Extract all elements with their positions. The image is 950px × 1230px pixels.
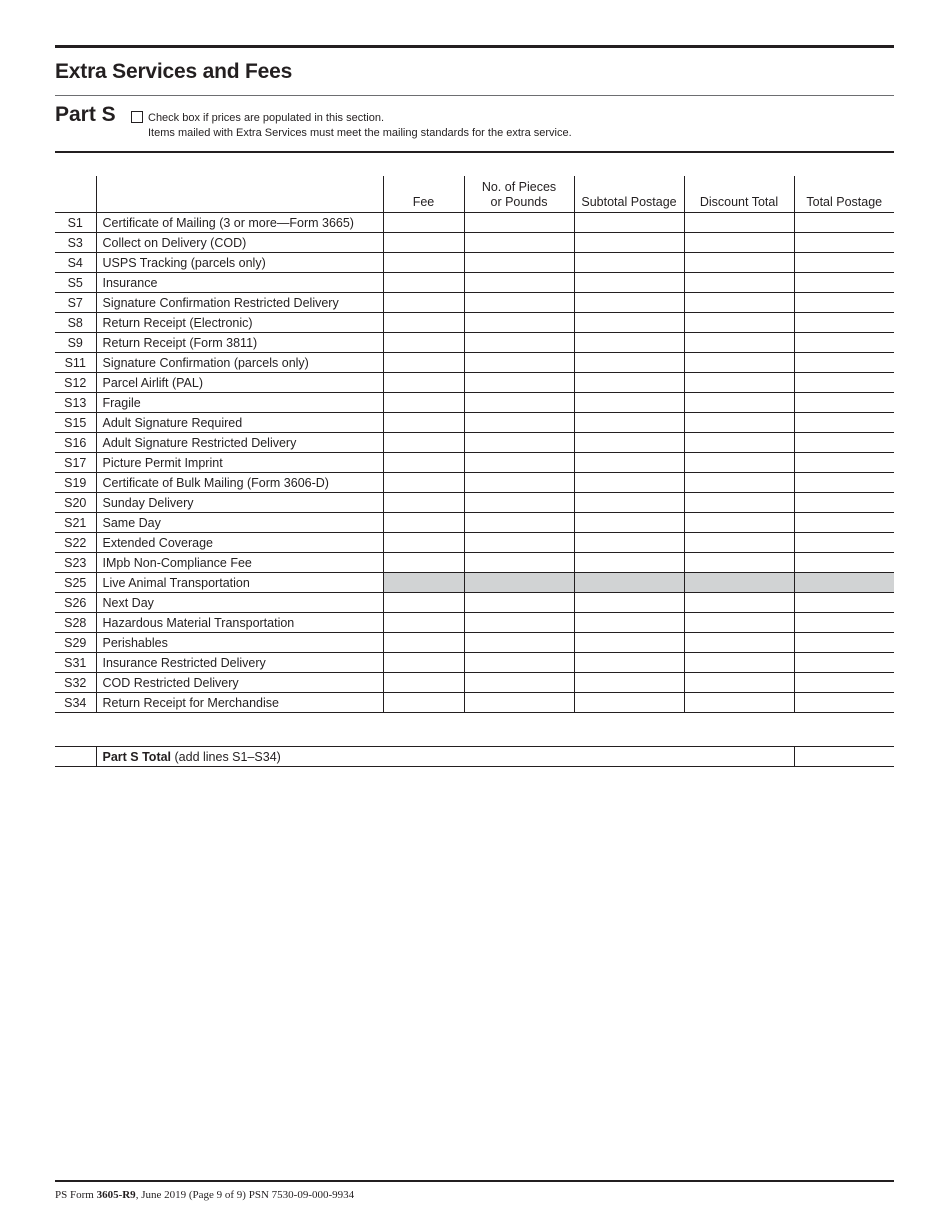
total-label-bold: Part S Total [102,749,172,764]
pieces-field[interactable] [464,493,574,513]
row-service-label: Picture Permit Imprint [96,453,383,473]
table-row [55,333,894,353]
table-row [55,253,894,273]
row-service-label: Live Animal Transportation [96,573,383,593]
fee-field[interactable] [383,593,464,613]
checkbox-text: Check box if prices are populated in this section. [148,112,385,124]
table-row [55,233,894,253]
row-code: S8 [55,313,96,333]
row-code: S5 [55,273,96,293]
pieces-field[interactable] [464,633,574,653]
discount-field[interactable] [684,693,794,713]
pieces-field[interactable] [464,253,574,273]
row-code: S15 [55,413,96,433]
total-field[interactable] [794,313,894,333]
table-row [55,373,894,393]
table-row [55,493,894,513]
subtotal-field[interactable] [574,213,684,233]
total-field[interactable] [794,253,894,273]
footer-suffix: , June 2019 (Page 9 of 9) PSN 7530-09-000-9934 [135,1189,355,1201]
pieces-field[interactable] [464,453,574,473]
part-label: Part S [55,103,116,126]
pieces-field[interactable] [464,653,574,673]
total-field[interactable] [794,593,894,613]
fee-column-header: Fee [383,176,464,213]
pieces-field[interactable] [464,673,574,693]
row-code: S19 [55,473,96,493]
table-row [55,553,894,573]
discount-field[interactable] [684,313,794,333]
fee-field[interactable] [383,353,464,373]
fee-field[interactable] [383,233,464,253]
total-field[interactable] [794,373,894,393]
subtotal-field[interactable] [574,273,684,293]
pieces-header-line1: No. of Pieces [481,180,557,194]
row-service-label: Perishables [96,633,383,653]
fee-field[interactable] [383,333,464,353]
table-row [55,613,894,633]
discount-field[interactable] [684,373,794,393]
table-header-row [55,176,894,213]
form-footer [55,1189,354,1201]
row-service-label: Next Day [96,593,383,613]
discount-field[interactable] [684,513,794,533]
footer-rule [55,1180,894,1182]
subtotal-field[interactable] [574,433,684,453]
pieces-field[interactable] [464,373,574,393]
total-field[interactable] [794,513,894,533]
discount-field[interactable] [684,473,794,493]
total-field[interactable] [794,393,894,413]
row-code: S3 [55,233,96,253]
row-code: S29 [55,633,96,653]
row-service-label: Insurance [96,273,383,293]
row-service-label: Collect on Delivery (COD) [96,233,383,253]
table-row [55,353,894,373]
total-field[interactable] [794,293,894,313]
pieces-field[interactable] [464,233,574,253]
fee-field[interactable] [383,473,464,493]
table-row [55,433,894,453]
subtotal-field[interactable] [574,493,684,513]
discount-field[interactable] [684,673,794,693]
pieces-field[interactable] [464,553,574,573]
row-code: S34 [55,693,96,713]
total-field[interactable] [794,673,894,693]
pieces-field[interactable] [464,513,574,533]
row-code: S28 [55,613,96,633]
pieces-field[interactable] [464,413,574,433]
row-code: S22 [55,533,96,553]
fee-field[interactable] [383,273,464,293]
subtotal-field[interactable] [574,413,684,433]
table-row [55,573,894,593]
subtotal-field[interactable] [574,453,684,473]
fee-field[interactable] [383,313,464,333]
discount-field[interactable] [684,613,794,633]
row-service-label: Parcel Airlift (PAL) [96,373,383,393]
subtotal-field[interactable] [574,473,684,493]
subtotal-field[interactable] [574,653,684,673]
subtotal-field[interactable] [574,313,684,333]
subtotal-field[interactable] [574,693,684,713]
subtotal-field[interactable] [574,513,684,533]
pieces-field[interactable] [464,333,574,353]
fee-field[interactable] [383,533,464,553]
row-service-label: Insurance Restricted Delivery [96,653,383,673]
fee-field[interactable] [383,553,464,573]
discount-field[interactable] [684,393,794,413]
total-field[interactable] [794,533,894,553]
total-field[interactable] [794,633,894,653]
total-postage-field[interactable] [794,747,894,767]
subtotal-field[interactable] [574,673,684,693]
subtotal-field[interactable] [574,393,684,413]
table-row [55,453,894,473]
discount-field[interactable] [684,213,794,233]
discount-field[interactable] [684,413,794,433]
row-service-label: Hazardous Material Transportation [96,613,383,633]
total-field[interactable] [794,353,894,373]
total-field[interactable] [794,693,894,713]
title-divider [55,95,894,96]
row-service-label: Certificate of Bulk Mailing (Form 3606-D) [96,473,383,493]
discount-field[interactable] [684,233,794,253]
discount-field[interactable] [684,553,794,573]
subtotal-field[interactable] [574,233,684,253]
table-row [55,393,894,413]
total-field[interactable] [794,213,894,233]
subtotal-field[interactable] [574,613,684,633]
discount-field[interactable] [684,333,794,353]
subtotal-column-header: Subtotal Postage [574,176,684,213]
row-service-label: Return Receipt (Form 3811) [96,333,383,353]
row-service-label: USPS Tracking (parcels only) [96,253,383,273]
fee-field[interactable] [383,493,464,513]
row-service-label: Return Receipt (Electronic) [96,313,383,333]
discount-field[interactable] [684,253,794,273]
table-row [55,273,894,293]
table-row [55,313,894,333]
table-row [55,633,894,653]
row-service-label: Extended Coverage [96,533,383,553]
pieces-field[interactable] [464,533,574,553]
pieces-header-line2: or Pounds [490,195,548,209]
discount-field[interactable] [684,453,794,473]
part-s-total-row [55,747,894,767]
row-code: S25 [55,573,96,593]
total-label-rest: (add lines S1–S34) [171,749,281,764]
row-code: S23 [55,553,96,573]
fee-field[interactable] [383,393,464,413]
subtotal-field[interactable] [574,293,684,313]
row-code: S1 [55,213,96,233]
table-row [55,693,894,713]
total-field[interactable] [794,653,894,673]
row-code: S21 [55,513,96,533]
service-column-header [96,176,383,213]
total-field[interactable] [794,553,894,573]
subtotal-field[interactable] [574,533,684,553]
discount-field[interactable] [684,653,794,673]
pieces-field[interactable] [464,353,574,373]
total-field[interactable] [794,453,894,473]
top-rule [55,45,894,48]
fee-field[interactable] [383,693,464,713]
row-service-label: Fragile [96,393,383,413]
subtotal-field[interactable] [574,253,684,273]
total-field[interactable] [794,473,894,493]
row-code: S32 [55,673,96,693]
row-service-label: Signature Confirmation (parcels only) [96,353,383,373]
discount-column-header: Discount Total [684,176,794,213]
discount-field[interactable] [684,533,794,553]
total-field[interactable] [794,433,894,453]
pieces-field[interactable] [464,393,574,413]
fee-field[interactable] [383,433,464,453]
pieces-field[interactable] [464,693,574,713]
total-field[interactable] [794,273,894,293]
row-code: S26 [55,593,96,613]
row-service-label: IMpb Non-Compliance Fee [96,553,383,573]
row-code: S20 [55,493,96,513]
row-service-label: Signature Confirmation Restricted Delivery [96,293,383,313]
section-divider [55,151,894,153]
fee-field[interactable] [383,673,464,693]
footer-prefix: PS Form [55,1189,97,1201]
total-column-header: Total Postage [794,176,894,213]
total-label-cell [96,747,794,767]
fee-field[interactable] [383,413,464,433]
subtotal-field [574,573,684,593]
row-service-label: Certificate of Mailing (3 or more—Form 3665) [96,213,383,233]
fee-field[interactable] [383,633,464,653]
row-code: S9 [55,333,96,353]
pieces-field[interactable] [464,213,574,233]
row-code: S12 [55,373,96,393]
table-row [55,673,894,693]
pieces-field[interactable] [464,273,574,293]
pieces-field[interactable] [464,613,574,633]
row-code: S17 [55,453,96,473]
subtotal-field[interactable] [574,633,684,653]
fee-field[interactable] [383,293,464,313]
row-service-label: Return Receipt for Merchandise [96,693,383,713]
total-field [794,573,894,593]
row-code: S16 [55,433,96,453]
total-field[interactable] [794,413,894,433]
row-service-label: Sunday Delivery [96,493,383,513]
row-service-label: Adult Signature Required [96,413,383,433]
fee-field[interactable] [383,253,464,273]
subtotal-field[interactable] [574,593,684,613]
page-title: Extra Services and Fees [55,60,293,83]
subtotal-field[interactable] [574,373,684,393]
row-service-label: Same Day [96,513,383,533]
table-row [55,593,894,613]
pieces-field[interactable] [464,473,574,493]
total-field[interactable] [794,613,894,633]
service-rows [55,213,894,713]
table-row [55,213,894,233]
discount-field[interactable] [684,433,794,453]
extra-services-table [55,176,894,713]
fee-field[interactable] [383,513,464,533]
table-row [55,293,894,313]
fee-field[interactable] [383,213,464,233]
row-code: S4 [55,253,96,273]
fee-field[interactable] [383,453,464,473]
discount-field[interactable] [684,633,794,653]
total-field[interactable] [794,233,894,253]
total-field[interactable] [794,493,894,513]
fee-field[interactable] [383,653,464,673]
subtotal-field[interactable] [574,333,684,353]
part-instructions [148,111,572,141]
standards-note: Items mailed with Extra Services must meet the mailing standards for the extra service. [148,127,572,139]
fee-field[interactable] [383,613,464,633]
subtotal-field[interactable] [574,353,684,373]
row-code: S13 [55,393,96,413]
subtotal-field[interactable] [574,553,684,573]
discount-field[interactable] [684,493,794,513]
discount-field[interactable] [684,593,794,613]
prices-populated-checkbox[interactable] [131,111,143,123]
row-code: S7 [55,293,96,313]
fee-field [383,573,464,593]
pieces-column-header [464,176,574,213]
table-row [55,413,894,433]
row-service-label: COD Restricted Delivery [96,673,383,693]
row-code: S31 [55,653,96,673]
pieces-field[interactable] [464,433,574,453]
table-row [55,533,894,553]
row-service-label: Adult Signature Restricted Delivery [96,433,383,453]
total-code-cell [55,747,96,767]
row-code: S11 [55,353,96,373]
discount-field[interactable] [684,353,794,373]
code-column-header [55,176,96,213]
footer-form-number: 3605-R9 [96,1189,136,1201]
part-s-total-table [55,746,894,767]
table-row [55,473,894,493]
table-row [55,653,894,673]
fee-field[interactable] [383,373,464,393]
pieces-field[interactable] [464,593,574,613]
discount-field[interactable] [684,293,794,313]
table-row [55,513,894,533]
discount-field[interactable] [684,273,794,293]
pieces-field[interactable] [464,293,574,313]
discount-field [684,573,794,593]
total-field[interactable] [794,333,894,353]
pieces-field[interactable] [464,313,574,333]
pieces-field [464,573,574,593]
